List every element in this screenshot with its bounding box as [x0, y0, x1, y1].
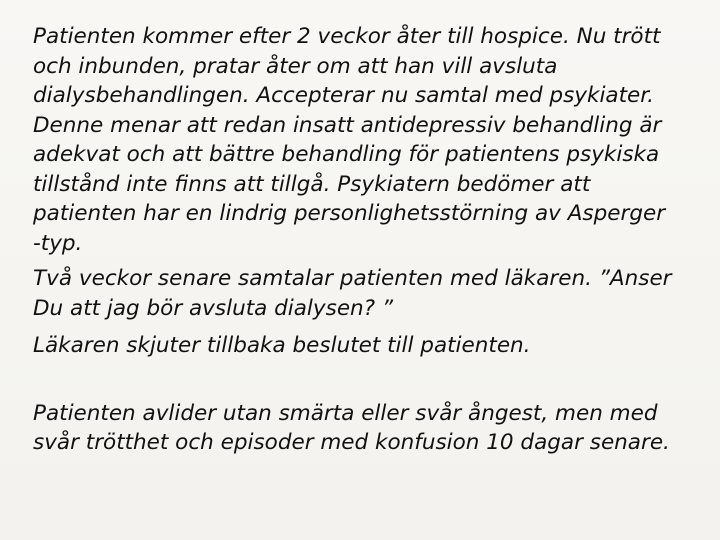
text-line: Denne menar att redan insatt antidepressiv behandling är [33, 112, 662, 138]
text-line: -typ. [33, 230, 83, 256]
paragraph-spacer [33, 361, 703, 399]
paragraph-conversation [33, 264, 703, 323]
text-line: och inbunden, pratar åter om att han vill avsluta [33, 53, 558, 79]
text-line: Två veckor senare samtalar patienten med läkaren. ”Anser [33, 266, 672, 291]
text-line: Du att jag bör avsluta dialysen? ” [33, 295, 394, 321]
text-line: patienten har en lindrig personlighetsstörning av Asperger [33, 201, 666, 226]
paragraph-decision [33, 331, 703, 361]
text-line: Patienten avlider utan smärta eller svår ångest, men med [33, 400, 658, 426]
text-line: svår trötthet och episoder med konfusion 10 dagar senare. [33, 430, 670, 455]
text-line: dialysbehandlingen. Accepterar nu samtal med psykiater. [33, 83, 654, 108]
paragraph-hospice-return [33, 22, 703, 258]
paragraph-spacer [33, 323, 703, 331]
text-line: adekvat och att bättre behandling för patientens psykiska [33, 142, 660, 167]
text-line: Patienten kommer efter 2 veckor åter till hospice. Nu trött [33, 24, 661, 49]
text-line: tillstånd inte finns att tillgå. Psykiatern bedömer att [33, 171, 591, 197]
slide-body-text [33, 22, 703, 458]
paragraph-outcome [33, 399, 703, 458]
text-line: Läkaren skjuter tillbaka beslutet till patienten. [33, 333, 531, 358]
